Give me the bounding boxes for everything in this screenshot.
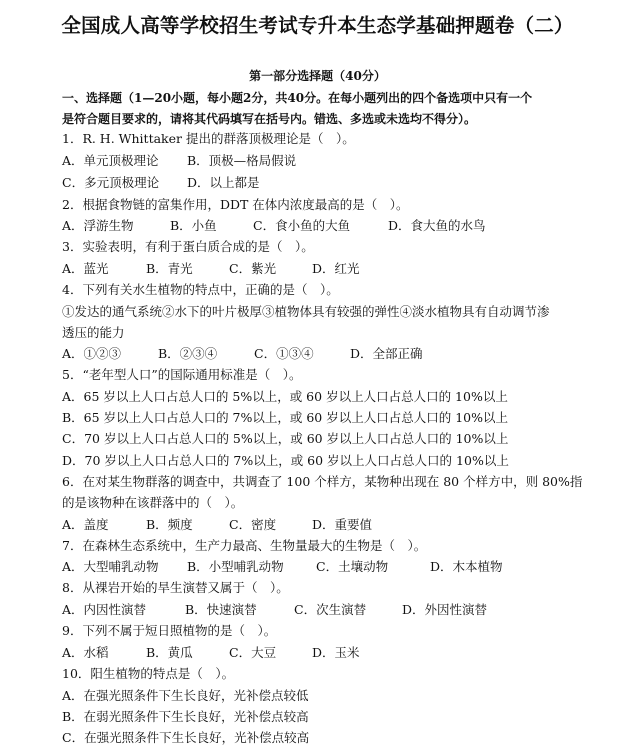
question-stem: 6．在对某生物群落的调查中，共调查了 100 个样方，某物种出现在 80 个样方中，则 80%指 [62, 474, 583, 489]
option: C．紫光 [229, 261, 277, 276]
section-instructions-line: 是符合题目要求的，请将其代码填写在括号内。错选、多选或未选均不得分）。 [62, 112, 477, 126]
option: D．红光 [312, 261, 360, 276]
option: D．全部正确 [350, 346, 423, 361]
question-stem: 9．下列不属于短日照植物的是（ ）。 [62, 623, 277, 638]
option: B．65 岁以上人口占总人口的 7%以上，或 60 岁以上人口占总人口的 10%以上 [62, 410, 508, 425]
option: D．木本植物 [430, 559, 503, 574]
option: A．大型哺乳动物 [62, 559, 159, 574]
option: B．黄瓜 [146, 645, 193, 660]
option: D．食大鱼的水鸟 [388, 218, 486, 233]
option: A．单元顶极理论 [62, 153, 159, 168]
option: A．水稻 [62, 645, 109, 660]
option: C．次生演替 [294, 602, 367, 617]
option: B．②③④ [158, 346, 218, 361]
exam-title: 全国成人高等学校招生考试专升本生态学基础押题卷（二） [61, 14, 574, 37]
option: A．内因性演替 [62, 602, 147, 617]
option: D．以上都是 [187, 175, 260, 190]
option: B．青光 [146, 261, 193, 276]
option: A．①②③ [62, 346, 122, 361]
option: D．重要值 [312, 517, 373, 532]
option: A．盖度 [62, 517, 109, 532]
option: B．在弱光照条件下生长良好，光补偿点较高 [62, 709, 309, 724]
option: B．顶极—格局假说 [187, 153, 297, 168]
option: A．浮游生物 [62, 218, 134, 233]
option: B．快速演替 [185, 602, 257, 617]
option: A．在强光照条件下生长良好，光补偿点较低 [62, 688, 309, 703]
question-stem: 透压的能力 [62, 325, 125, 340]
option: A．65 岁以上人口占总人口的 5%以上，或 60 岁以上人口占总人口的 10%以上 [62, 389, 508, 404]
option: A．蓝光 [62, 261, 109, 276]
option: C．食小鱼的大鱼 [253, 218, 351, 233]
question-stem: 3．实验表明，有利于蛋白质合成的是（ ）。 [62, 239, 314, 254]
question-stem: 1．R. H. Whittaker 提出的群落顶极理论是（ ）。 [62, 131, 355, 146]
part-heading: 第一部分选择题（40分） [249, 69, 386, 83]
option: D．外因性演替 [402, 602, 488, 617]
question-stem: ①发达的通气系统②水下的叶片极厚③植物体具有较强的弹性④淡水植物具有自动调节渗 [62, 304, 550, 319]
option: C．大豆 [229, 645, 277, 660]
question-stem: 4．下列有关水生植物的特点中，正确的是（ ）。 [62, 282, 339, 297]
option: C．土壤动物 [316, 559, 389, 574]
question-stem: 的是该物种在该群落中的（ ）。 [62, 495, 244, 510]
section-instructions-line: 一、选择题（1—20小题，每小题2分，共40分。在每小题列出的四个备选项中只有一个 [62, 91, 533, 105]
question-stem: 5．“老年型人口”的国际通用标准是（ ）。 [62, 367, 302, 382]
option: D．玉米 [312, 645, 360, 660]
option: C．密度 [229, 517, 277, 532]
option: B．小型哺乳动物 [187, 559, 284, 574]
option: C．多元顶极理论 [62, 175, 160, 190]
question-stem: 10．阳生植物的特点是（ ）。 [62, 666, 235, 681]
option: C．①③④ [254, 346, 314, 361]
option: C．在强光照条件下生长良好，光补偿点较高 [62, 730, 310, 745]
question-stem: 2．根据食物链的富集作用，DDT 在体内浓度最高的是（ ）。 [62, 197, 409, 212]
option: B．频度 [146, 517, 193, 532]
option: C．70 岁以上人口占总人口的 5%以上，或 60 岁以上人口占总人口的 10%以上 [62, 431, 509, 446]
option: B．小鱼 [170, 218, 217, 233]
option: D．70 岁以上人口占总人口的 7%以上，或 60 岁以上人口占总人口的 10%以上 [62, 453, 509, 468]
question-stem: 8．从裸岩开始的旱生演替又属于（ ）。 [62, 580, 289, 595]
question-stem: 7．在森林生态系统中，生产力最高、生物量最大的生物是（ ）。 [62, 538, 427, 553]
section-instructions [62, 88, 582, 130]
